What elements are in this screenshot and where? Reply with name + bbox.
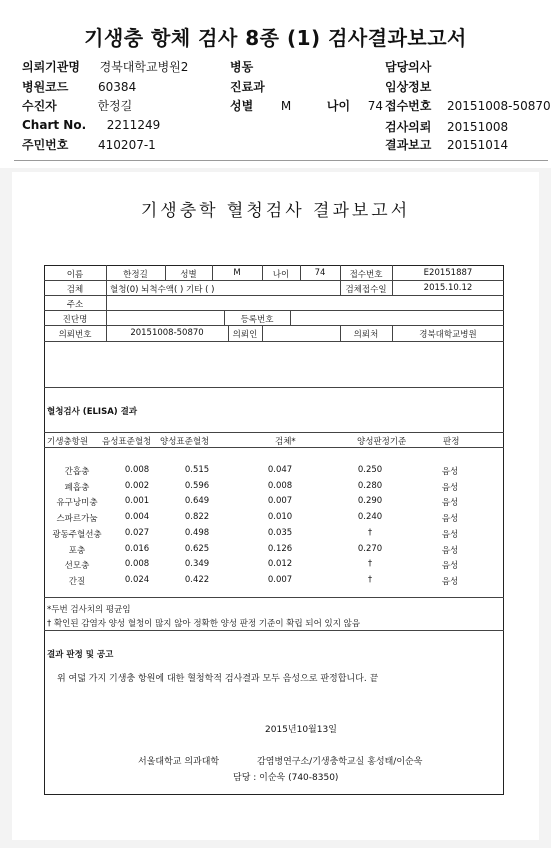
column-positive-standard: 양성표준혈청 — [160, 437, 210, 447]
positive-standard-cell: 0.822 — [184, 512, 210, 523]
antigen-cell: 스파르가눔 — [56, 514, 98, 525]
antigen-cell: 광동주혈선충 — [52, 529, 102, 540]
positive-standard-cell: 0.625 — [184, 543, 210, 554]
positive-standard-cell: 0.349 — [184, 559, 210, 570]
department-label: 진료과 — [230, 80, 265, 94]
form-line-5 — [44, 341, 504, 342]
criterion-cell: 0.240 — [357, 512, 383, 523]
criterion-cell: 0.290 — [357, 496, 383, 507]
footnote-criterion: † 확인된 감염자 양성 혈청이 많지 않아 정확한 양성 판정 기준이 확립 되어 있지 않음 — [47, 619, 361, 629]
conclusion-contact: 담당 : 이순욱 (740-8350) — [233, 773, 339, 783]
form-specimen-value: 혈청(0) 뇌척수액( ) 기타 ( ) — [110, 285, 215, 295]
conclusion-section-title: 결과 판정 및 공고 — [47, 650, 114, 660]
form-registration-label: 등록번호 — [240, 315, 274, 325]
result-cell: 음성 — [441, 467, 459, 477]
antigen-cell: 폐흡충 — [64, 482, 90, 493]
report-title: 기생충 항체 검사 8종 (1) 검사결과보고서 — [84, 26, 467, 50]
criterion-cell: 0.250 — [357, 465, 383, 475]
antigen-cell: 선모충 — [64, 561, 90, 572]
negative-standard-cell: 0.008 — [124, 465, 150, 475]
form-age-value: 74 — [314, 268, 326, 278]
form-vline-13 — [290, 310, 291, 325]
report-date-label: 결과보고 — [385, 138, 432, 152]
form-line-4 — [44, 325, 504, 326]
form-requesting-org-label: 의뢰처 — [353, 330, 379, 340]
specimen-value-cell: 0.007 — [267, 574, 293, 585]
criterion-cell: † — [367, 527, 373, 538]
form-name-value: 한정길 — [123, 270, 148, 280]
criterion-cell: † — [367, 574, 373, 585]
criterion-cell: 0.270 — [357, 543, 383, 554]
negative-standard-cell: 0.001 — [124, 496, 150, 507]
institution-row — [22, 58, 188, 75]
request-date-row — [385, 118, 508, 135]
section-line-1 — [44, 387, 504, 388]
institution-value: 경북대학교병원2 — [99, 60, 189, 74]
form-line-3 — [44, 310, 504, 311]
column-specimen: 검체* — [275, 437, 296, 447]
column-negative-standard: 음성표준혈청 — [102, 437, 152, 447]
form-receipt-label: 접수번호 — [349, 270, 383, 280]
form-requester-label: 의뢰인 — [232, 330, 258, 340]
doctor-label: 담당의사 — [385, 60, 432, 74]
form-name-label: 이름 — [66, 270, 84, 280]
ward-label: 병동 — [230, 60, 254, 74]
specimen-value-cell: 0.010 — [267, 512, 293, 523]
receipt-no-value: 20151008-50870 — [447, 99, 551, 113]
sex-value: M — [280, 99, 292, 113]
request-date-label: 검사의뢰 — [385, 120, 432, 134]
criterion-cell: † — [367, 559, 373, 570]
resident-no-label: 주민번호 — [22, 138, 69, 152]
form-request-no-label: 의뢰번호 — [58, 330, 92, 340]
criterion-cell: 0.280 — [357, 480, 383, 491]
conclusion-org-right: 감염병연구소/기생충학교실 홍성태/이순욱 — [257, 757, 423, 767]
sex-age-row — [230, 97, 383, 114]
specimen-value-cell: 0.007 — [267, 496, 293, 507]
positive-standard-cell: 0.649 — [184, 496, 210, 507]
resident-no-row — [22, 136, 156, 153]
negative-standard-cell: 0.024 — [124, 574, 150, 585]
form-line-1 — [44, 280, 504, 281]
negative-standard-cell: 0.004 — [124, 512, 150, 523]
negative-standard-cell: 0.008 — [124, 559, 150, 570]
conclusion-org-left: 서울대학교 의과대학 — [138, 757, 220, 767]
form-age-label: 나이 — [272, 270, 290, 280]
form-request-no-value: 20151008-50870 — [130, 328, 204, 338]
form-sex-label: 성별 — [180, 270, 197, 280]
hospital-code-row — [22, 78, 136, 95]
form-diagnosis-label: 진단명 — [62, 315, 88, 325]
form-requesting-org-value: 경북대학교병원 — [419, 330, 477, 340]
specimen-value-cell: 0.008 — [267, 480, 293, 491]
negative-standard-cell: 0.016 — [124, 543, 150, 554]
specimen-value-cell: 0.012 — [267, 559, 293, 570]
table-header-top-line — [44, 432, 504, 433]
form-sex-value: M — [233, 268, 241, 278]
chart-no-value: 2211249 — [106, 118, 161, 132]
result-cell: 음성 — [441, 545, 459, 556]
result-cell: 음성 — [441, 514, 459, 525]
column-criterion: 양성판정기준 — [357, 437, 407, 447]
result-cell: 음성 — [441, 529, 459, 540]
form-specimen-label: 검체 — [66, 285, 84, 295]
antigen-cell: 간흡충 — [64, 467, 90, 477]
positive-standard-cell: 0.515 — [184, 465, 210, 475]
antigen-cell: 유구낭미충 — [56, 498, 98, 509]
footnote-average: *두번 검사치의 평균임 — [47, 605, 131, 615]
patient-value: 한정길 — [97, 99, 133, 113]
notes-top-line — [44, 597, 504, 598]
table-header-bottom-line — [44, 447, 504, 448]
sheet-title: 기생충학 혈청검사 결과보고서 — [140, 201, 411, 221]
chart-no-row — [22, 118, 160, 132]
form-vline-9 — [262, 325, 263, 341]
elisa-section-title: 혈청검사 (ELISA) 결과 — [47, 407, 138, 417]
antigen-cell: 포충 — [68, 545, 86, 556]
resident-no-value: 410207-1 — [98, 138, 156, 152]
institution-label: 의뢰기관명 — [22, 60, 80, 74]
form-receipt-value: E20151887 — [423, 268, 473, 278]
hospital-code-value: 60384 — [98, 80, 137, 94]
receipt-no-row — [385, 97, 551, 114]
result-cell: 음성 — [441, 498, 459, 509]
column-antigen: 기생충항원 — [47, 437, 89, 447]
sex-label: 성별 — [230, 99, 254, 113]
hospital-code-label: 병원코드 — [22, 80, 69, 94]
result-cell: 음성 — [441, 576, 459, 587]
report-date-value: 20151014 — [447, 138, 509, 152]
negative-standard-cell: 0.027 — [124, 527, 150, 538]
antigen-cell: 간질 — [68, 576, 86, 587]
form-address-label: 주소 — [66, 300, 84, 310]
receipt-no-label: 접수번호 — [385, 99, 432, 113]
column-result: 판정 — [443, 437, 460, 447]
positive-standard-cell: 0.596 — [184, 480, 210, 491]
form-line-2 — [44, 295, 504, 296]
result-cell: 음성 — [441, 561, 459, 572]
patient-label: 수진자 — [22, 99, 57, 113]
notes-bottom-line — [44, 630, 504, 631]
form-specimen-date-value: 2015.10.12 — [423, 283, 473, 293]
conclusion-text: 위 여덟 가지 기생충 항원에 대한 혈청학적 검사결과 모두 음성으로 판정합니다. 끝 — [57, 674, 379, 684]
negative-standard-cell: 0.002 — [124, 480, 150, 491]
chart-no-label: Chart No. — [22, 118, 87, 132]
specimen-value-cell: 0.126 — [267, 543, 293, 554]
conclusion-date: 2015년10월13일 — [265, 725, 337, 735]
positive-standard-cell: 0.422 — [184, 574, 210, 585]
positive-standard-cell: 0.498 — [184, 527, 210, 538]
age-label: 나이 — [326, 99, 351, 113]
result-cell: 음성 — [441, 482, 459, 493]
header-divider — [14, 160, 548, 161]
request-date-value: 20151008 — [447, 120, 509, 134]
age-value: 74 — [367, 99, 383, 113]
specimen-value-cell: 0.035 — [267, 527, 293, 538]
form-specimen-date-label: 검체접수일 — [345, 285, 387, 295]
report-date-row — [385, 136, 508, 153]
patient-row — [22, 97, 132, 114]
specimen-value-cell: 0.047 — [267, 465, 293, 475]
clinical-info-label: 임상정보 — [385, 80, 432, 94]
